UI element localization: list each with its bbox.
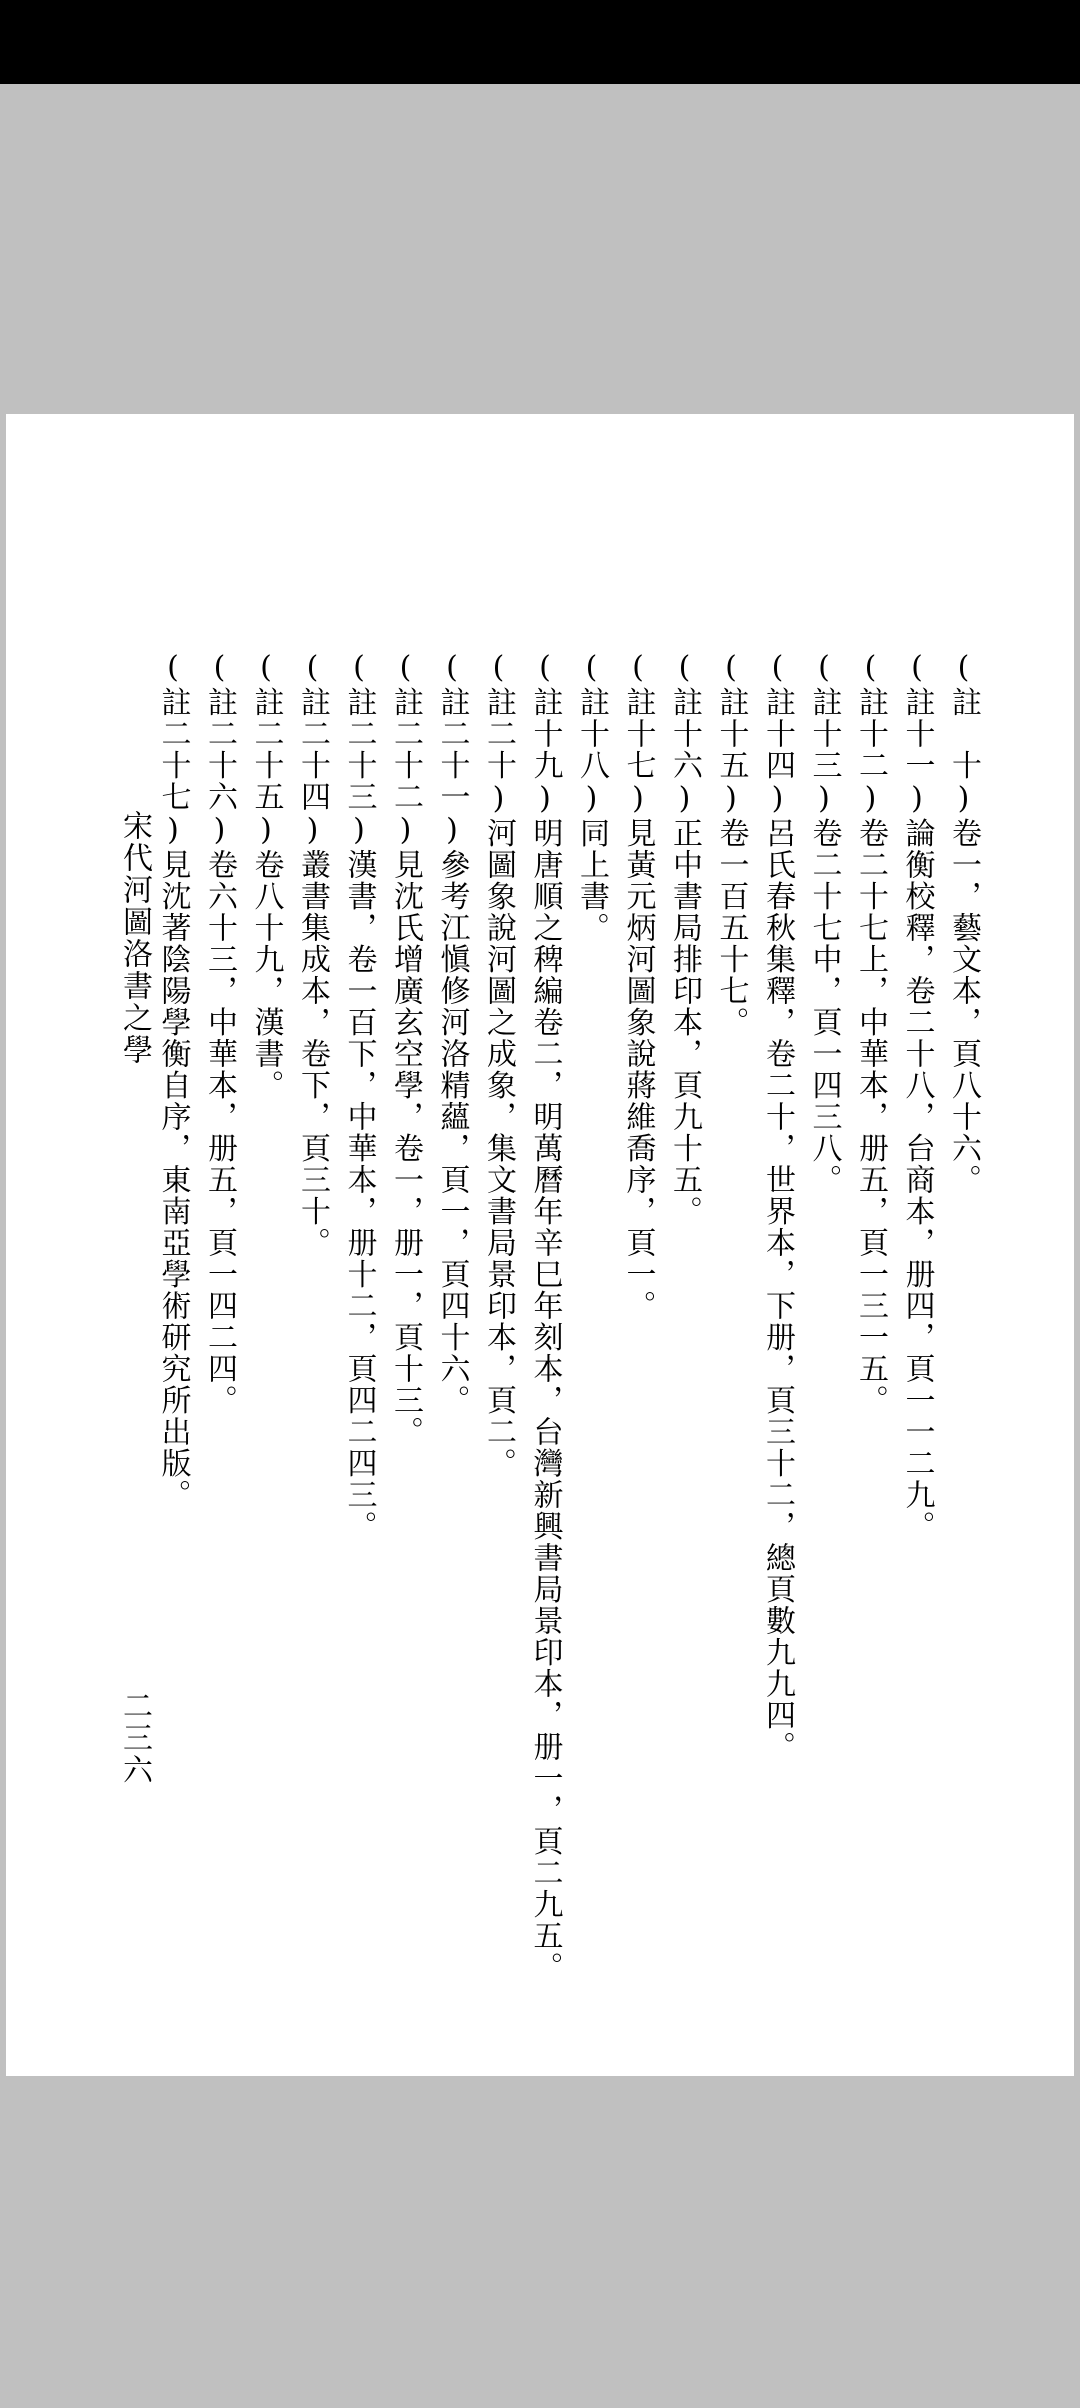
footnote: (註二十七)見沈著陰陽學衡自序，東南亞學術研究所出版。 xyxy=(155,650,191,1511)
footnote: (註二十)河圖象說河圖之成象，集文書局景印本，頁二。 xyxy=(481,650,516,1479)
footnote: (註二十六)卷六十三，中華本，册五，頁一四二四。 xyxy=(202,650,237,1416)
footnote: (註二十三)漢書，卷一百下，中華本，册十二，頁四二四三。 xyxy=(341,650,377,1542)
page-number: 二三六 xyxy=(117,1690,152,1786)
footnote: (註十二)卷二十七上，中華本，册五，頁一三一五。 xyxy=(853,650,888,1416)
running-title: 宋代河圖洛書之學 xyxy=(117,810,152,1066)
footnote: (註十五)卷一百五十七。 xyxy=(713,650,749,1038)
footnote: (註二十一)參考江愼修河洛精蘊，頁一，頁四十六。 xyxy=(434,650,470,1416)
status-bar xyxy=(0,0,1080,84)
footnote: (註 十)卷一，藝文本，頁八十六。 xyxy=(946,650,981,1196)
footnote: (註十三)卷二十七中，頁一四三八。 xyxy=(806,650,842,1196)
footnote: (註二十四)叢書集成本，卷下，頁三十。 xyxy=(295,650,330,1259)
footnote: (註十一)論衡校釋，卷二十八，台商本，册四，頁一一二九。 xyxy=(899,650,935,1542)
footnote: (註二十二)見沈氏增廣玄空學，卷一，册一，頁十三。 xyxy=(388,650,423,1448)
footnotes xyxy=(149,650,986,1983)
footnote: (註十八)同上書。 xyxy=(574,650,609,944)
footnote: (註二十五)卷八十九，漢書。 xyxy=(248,650,284,1101)
footnote: (註十四)呂氏春秋集釋，卷二十，世界本，下册，頁三十二，總頁數九九四。 xyxy=(760,650,795,1763)
footnote: (註十七)見黃元炳河圖象說蔣維喬序，頁一。 xyxy=(620,650,656,1322)
footnote: (註十六)正中書局排印本，頁九十五。 xyxy=(667,650,702,1227)
document-page xyxy=(6,414,1074,2076)
footnote: (註十九)明唐順之稗編卷二，明萬曆年辛巳年刻本，台灣新興書局景印本，册一，頁二九五。 xyxy=(527,650,563,1983)
